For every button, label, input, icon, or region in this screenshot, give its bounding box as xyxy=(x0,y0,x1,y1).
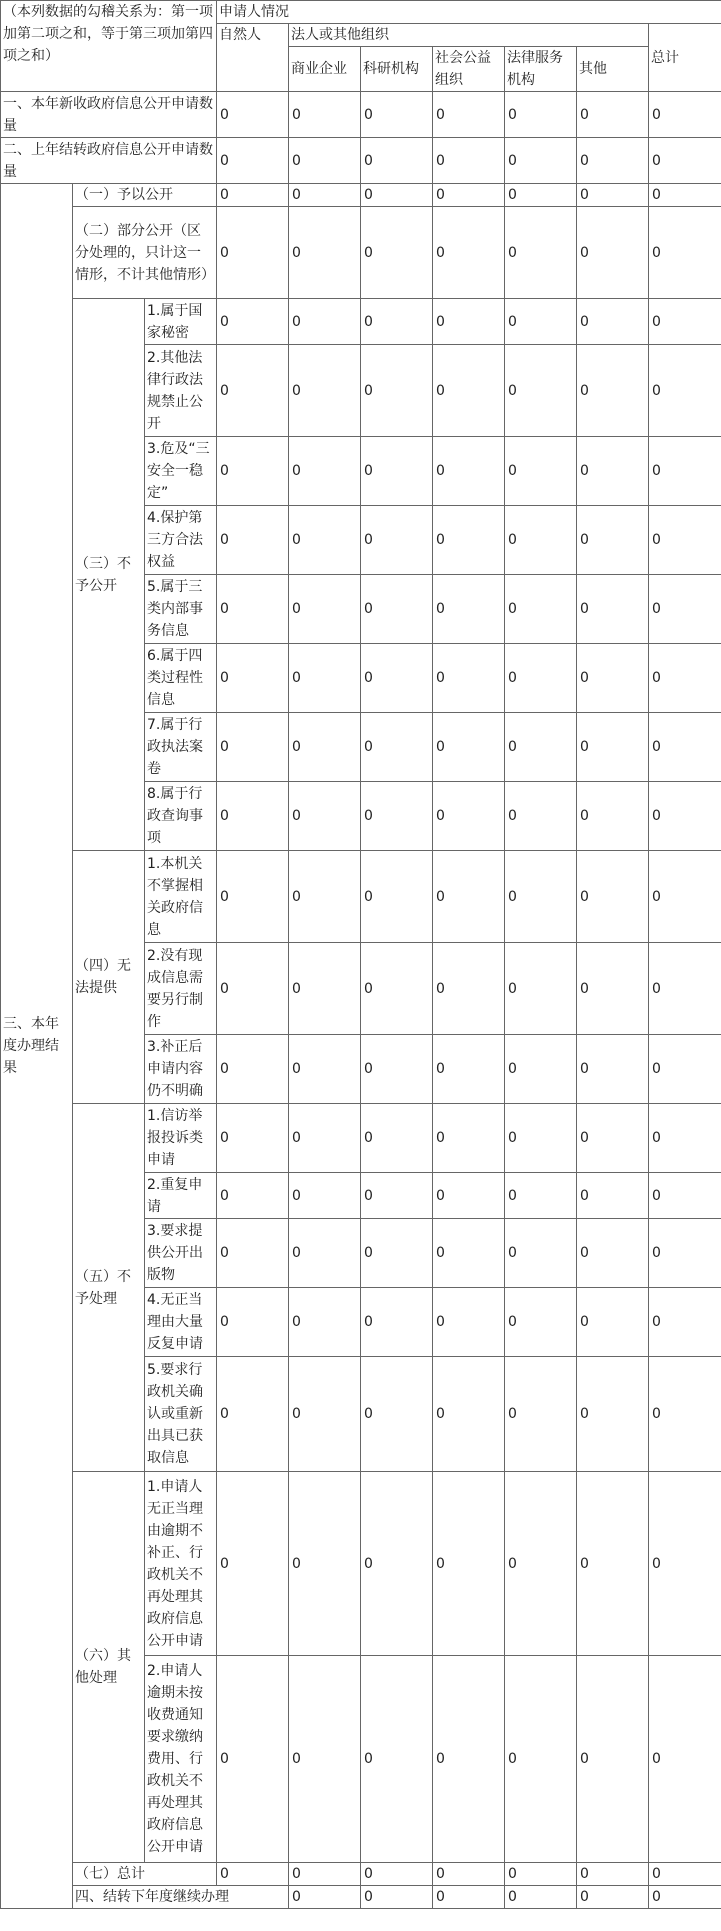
value-cell: 0 xyxy=(361,1357,433,1472)
value-cell: 0 xyxy=(577,943,649,1035)
value-cell: 0 xyxy=(433,575,505,644)
value-cell: 0 xyxy=(649,345,721,437)
value-cell: 0 xyxy=(577,575,649,644)
value-cell: 0 xyxy=(217,575,289,644)
value-cell: 0 xyxy=(577,851,649,943)
value-cell: 0 xyxy=(361,782,433,851)
value-cell: 0 xyxy=(289,1173,361,1219)
table-row xyxy=(1,1886,721,1909)
value-cell: 0 xyxy=(649,851,721,943)
value-cell: 0 xyxy=(361,299,433,345)
value-cell: 0 xyxy=(361,506,433,575)
value-cell: 0 xyxy=(649,1357,721,1472)
value-cell: 0 xyxy=(217,299,289,345)
value-cell: 0 xyxy=(577,1219,649,1288)
table-row xyxy=(1,851,721,943)
value-cell: 0 xyxy=(433,138,505,184)
value-cell: 0 xyxy=(505,713,577,782)
value-cell: 0 xyxy=(649,207,721,299)
value-cell: 0 xyxy=(361,92,433,138)
group-label: （三）不予公开 xyxy=(73,299,145,851)
value-cell: 0 xyxy=(289,138,361,184)
table-row xyxy=(1,138,721,184)
value-cell: 0 xyxy=(289,1472,361,1656)
table-row xyxy=(1,1863,721,1886)
value-cell: 0 xyxy=(577,782,649,851)
item-label: 5.属于三类内部事务信息 xyxy=(145,575,217,644)
item-label: 5.要求行政机关确认或重新出具已获取信息 xyxy=(145,1357,217,1472)
value-cell: 0 xyxy=(217,184,289,207)
value-cell: 0 xyxy=(289,1886,361,1909)
value-cell: 0 xyxy=(361,207,433,299)
value-cell: 0 xyxy=(433,345,505,437)
value-cell: 0 xyxy=(505,851,577,943)
applicant-header: 申请人情况 xyxy=(217,1,721,24)
value-cell: 0 xyxy=(649,184,721,207)
total-header: 总计 xyxy=(649,24,721,92)
value-cell: 0 xyxy=(289,184,361,207)
value-cell: 0 xyxy=(505,1288,577,1357)
value-cell: 0 xyxy=(433,506,505,575)
social-welfare-header: 社会公益组织 xyxy=(433,47,505,92)
item-label: 2.重复申请 xyxy=(145,1173,217,1219)
value-cell: 0 xyxy=(649,1863,721,1886)
value-cell: 0 xyxy=(505,184,577,207)
item-label: 1.信访举报投诉类申请 xyxy=(145,1104,217,1173)
value-cell: 0 xyxy=(361,345,433,437)
table-row xyxy=(1,92,721,138)
table-row xyxy=(1,1104,721,1173)
value-cell: 0 xyxy=(433,1173,505,1219)
value-cell: 0 xyxy=(577,1104,649,1173)
value-cell: 0 xyxy=(577,1357,649,1472)
value-cell: 0 xyxy=(289,1219,361,1288)
value-cell: 0 xyxy=(361,943,433,1035)
natural-person-header: 自然人 xyxy=(217,24,289,92)
value-cell: 0 xyxy=(289,575,361,644)
value-cell: 0 xyxy=(361,1863,433,1886)
value-cell: 0 xyxy=(289,713,361,782)
value-cell: 0 xyxy=(361,575,433,644)
row-label: 一、本年新收政府信息公开申请数量 xyxy=(1,92,217,138)
value-cell: 0 xyxy=(505,1656,577,1863)
item-label: 2.其他法律行政法规禁止公开 xyxy=(145,345,217,437)
value-cell: 0 xyxy=(289,1035,361,1104)
value-cell: 0 xyxy=(217,644,289,713)
value-cell: 0 xyxy=(433,713,505,782)
value-cell: 0 xyxy=(217,851,289,943)
item-label: 8.属于行政查询事项 xyxy=(145,782,217,851)
value-cell: 0 xyxy=(433,299,505,345)
row-label: 二、上年结转政府信息公开申请数量 xyxy=(1,138,217,184)
value-cell: 0 xyxy=(217,138,289,184)
value-cell: 0 xyxy=(505,207,577,299)
value-cell: 0 xyxy=(289,1357,361,1472)
value-cell: 0 xyxy=(217,1357,289,1472)
value-cell: 0 xyxy=(361,1173,433,1219)
group-label: （四）无法提供 xyxy=(73,851,145,1104)
legal-org-header: 法人或其他组织 xyxy=(289,24,649,47)
value-cell: 0 xyxy=(289,943,361,1035)
value-cell: 0 xyxy=(289,782,361,851)
value-cell: 0 xyxy=(217,1288,289,1357)
value-cell: 0 xyxy=(289,851,361,943)
value-cell: 0 xyxy=(649,644,721,713)
value-cell: 0 xyxy=(433,851,505,943)
value-cell: 0 xyxy=(577,437,649,506)
value-cell: 0 xyxy=(577,713,649,782)
value-cell: 0 xyxy=(289,1656,361,1863)
value-cell: 0 xyxy=(505,299,577,345)
value-cell: 0 xyxy=(217,506,289,575)
value-cell: 0 xyxy=(505,92,577,138)
value-cell: 0 xyxy=(577,1173,649,1219)
value-cell: 0 xyxy=(433,782,505,851)
item-label: 1.申请人无正当理由逾期不补正、行政机关不再处理其政府信息公开申请 xyxy=(145,1472,217,1656)
value-cell: 0 xyxy=(433,1656,505,1863)
group-label: （五）不予处理 xyxy=(73,1104,145,1472)
value-cell: 0 xyxy=(217,92,289,138)
value-cell: 0 xyxy=(505,943,577,1035)
value-cell: 0 xyxy=(217,1219,289,1288)
value-cell: 0 xyxy=(217,782,289,851)
value-cell: 0 xyxy=(433,1357,505,1472)
value-cell: 0 xyxy=(361,1104,433,1173)
item-label: 4.保护第三方合法权益 xyxy=(145,506,217,575)
value-cell: 0 xyxy=(577,644,649,713)
item-label: 3.要求提供公开出版物 xyxy=(145,1219,217,1288)
value-cell: 0 xyxy=(289,345,361,437)
value-cell: 0 xyxy=(289,506,361,575)
value-cell: 0 xyxy=(217,1035,289,1104)
value-cell: 0 xyxy=(577,1035,649,1104)
item-label: 7.属于行政执法案卷 xyxy=(145,713,217,782)
value-cell: 0 xyxy=(433,1886,505,1909)
value-cell: 0 xyxy=(433,437,505,506)
value-cell: 0 xyxy=(505,1886,577,1909)
value-cell: 0 xyxy=(577,92,649,138)
value-cell: 0 xyxy=(649,943,721,1035)
value-cell: 0 xyxy=(649,1656,721,1863)
value-cell: 0 xyxy=(217,943,289,1035)
value-cell: 0 xyxy=(361,713,433,782)
research-header: 科研机构 xyxy=(361,47,433,92)
item-label: 2.申请人逾期未按收费通知要求缴纳费用、行政机关不再处理其政府信息公开申请 xyxy=(145,1656,217,1863)
group-label: （六）其他处理 xyxy=(73,1472,145,1863)
value-cell: 0 xyxy=(361,138,433,184)
value-cell: 0 xyxy=(433,1288,505,1357)
value-cell: 0 xyxy=(217,207,289,299)
item-label: 2.没有现成信息需要另行制作 xyxy=(145,943,217,1035)
value-cell: 0 xyxy=(361,1219,433,1288)
group-label: （七）总计 xyxy=(73,1863,217,1886)
value-cell: 0 xyxy=(433,184,505,207)
value-cell: 0 xyxy=(289,1863,361,1886)
value-cell: 0 xyxy=(577,345,649,437)
value-cell: 0 xyxy=(289,437,361,506)
value-cell: 0 xyxy=(505,506,577,575)
value-cell: 0 xyxy=(505,1357,577,1472)
group-label: （一）予以公开 xyxy=(73,184,217,207)
item-label: 6.属于四类过程性信息 xyxy=(145,644,217,713)
value-cell: 0 xyxy=(433,92,505,138)
value-cell: 0 xyxy=(289,92,361,138)
section-label: 三、本年度办理结果 xyxy=(1,184,73,1909)
value-cell: 0 xyxy=(289,1288,361,1357)
value-cell: 0 xyxy=(649,506,721,575)
value-cell: 0 xyxy=(577,207,649,299)
group-label: （二）部分公开（区分处理的，只计这一情形，不计其他情形） xyxy=(73,207,217,299)
value-cell: 0 xyxy=(577,506,649,575)
value-cell: 0 xyxy=(505,138,577,184)
value-cell: 0 xyxy=(649,92,721,138)
value-cell: 0 xyxy=(577,299,649,345)
value-cell: 0 xyxy=(577,1656,649,1863)
value-cell: 0 xyxy=(505,1104,577,1173)
item-label: 3.补正后申请内容仍不明确 xyxy=(145,1035,217,1104)
value-cell: 0 xyxy=(505,437,577,506)
value-cell: 0 xyxy=(433,1472,505,1656)
value-cell: 0 xyxy=(217,1104,289,1173)
value-cell: 0 xyxy=(649,575,721,644)
value-cell: 0 xyxy=(505,644,577,713)
value-cell: 0 xyxy=(649,1886,721,1909)
value-cell: 0 xyxy=(577,1288,649,1357)
value-cell: 0 xyxy=(505,1863,577,1886)
table-row xyxy=(1,299,721,345)
value-cell: 0 xyxy=(649,1173,721,1219)
value-cell: 0 xyxy=(289,299,361,345)
item-label: 3.危及“三安全一稳定” xyxy=(145,437,217,506)
value-cell: 0 xyxy=(649,1035,721,1104)
value-cell: 0 xyxy=(505,1173,577,1219)
value-cell: 0 xyxy=(361,851,433,943)
item-label: 1.属于国家秘密 xyxy=(145,299,217,345)
value-cell: 0 xyxy=(649,782,721,851)
value-cell: 0 xyxy=(577,1863,649,1886)
value-cell: 0 xyxy=(649,138,721,184)
value-cell: 0 xyxy=(361,644,433,713)
value-cell: 0 xyxy=(433,1863,505,1886)
value-cell: 0 xyxy=(505,1472,577,1656)
value-cell: 0 xyxy=(217,1863,289,1886)
value-cell: 0 xyxy=(289,644,361,713)
value-cell: 0 xyxy=(217,1656,289,1863)
value-cell: 0 xyxy=(649,713,721,782)
value-cell: 0 xyxy=(505,1035,577,1104)
value-cell: 0 xyxy=(217,345,289,437)
value-cell: 0 xyxy=(505,782,577,851)
value-cell: 0 xyxy=(361,437,433,506)
value-cell: 0 xyxy=(649,1104,721,1173)
value-cell: 0 xyxy=(577,184,649,207)
row-label: 四、结转下年度继续办理 xyxy=(73,1886,289,1909)
table-row xyxy=(1,207,721,299)
value-cell: 0 xyxy=(217,1472,289,1656)
note-header: （本列数据的勾稽关系为：第一项加第二项之和，等于第三项加第四项之和） xyxy=(1,1,217,92)
value-cell: 0 xyxy=(505,1219,577,1288)
value-cell: 0 xyxy=(577,1472,649,1656)
value-cell: 0 xyxy=(433,1219,505,1288)
value-cell: 0 xyxy=(361,1886,433,1909)
value-cell: 0 xyxy=(649,1472,721,1656)
value-cell: 0 xyxy=(505,575,577,644)
value-cell: 0 xyxy=(649,1219,721,1288)
value-cell: 0 xyxy=(361,184,433,207)
value-cell: 0 xyxy=(649,1288,721,1357)
value-cell: 0 xyxy=(433,1035,505,1104)
value-cell: 0 xyxy=(649,437,721,506)
value-cell: 0 xyxy=(289,1104,361,1173)
item-label: 4.无正当理由大量反复申请 xyxy=(145,1288,217,1357)
value-cell: 0 xyxy=(577,138,649,184)
value-cell: 0 xyxy=(217,437,289,506)
table-row xyxy=(1,1472,721,1656)
legal-service-header: 法律服务机构 xyxy=(505,47,577,92)
value-cell: 0 xyxy=(649,299,721,345)
commercial-header: 商业企业 xyxy=(289,47,361,92)
value-cell: 0 xyxy=(217,1173,289,1219)
value-cell: 0 xyxy=(361,1656,433,1863)
value-cell: 0 xyxy=(361,1472,433,1656)
value-cell: 0 xyxy=(433,644,505,713)
value-cell: 0 xyxy=(577,1886,649,1909)
value-cell: 0 xyxy=(433,943,505,1035)
value-cell: 0 xyxy=(217,713,289,782)
value-cell: 0 xyxy=(433,207,505,299)
table-row xyxy=(1,184,721,207)
value-cell: 0 xyxy=(505,345,577,437)
other-header: 其他 xyxy=(577,47,649,92)
value-cell: 0 xyxy=(289,207,361,299)
value-cell: 0 xyxy=(361,1035,433,1104)
value-cell: 0 xyxy=(361,1288,433,1357)
item-label: 1.本机关不掌握相关政府信息 xyxy=(145,851,217,943)
value-cell: 0 xyxy=(433,1104,505,1173)
